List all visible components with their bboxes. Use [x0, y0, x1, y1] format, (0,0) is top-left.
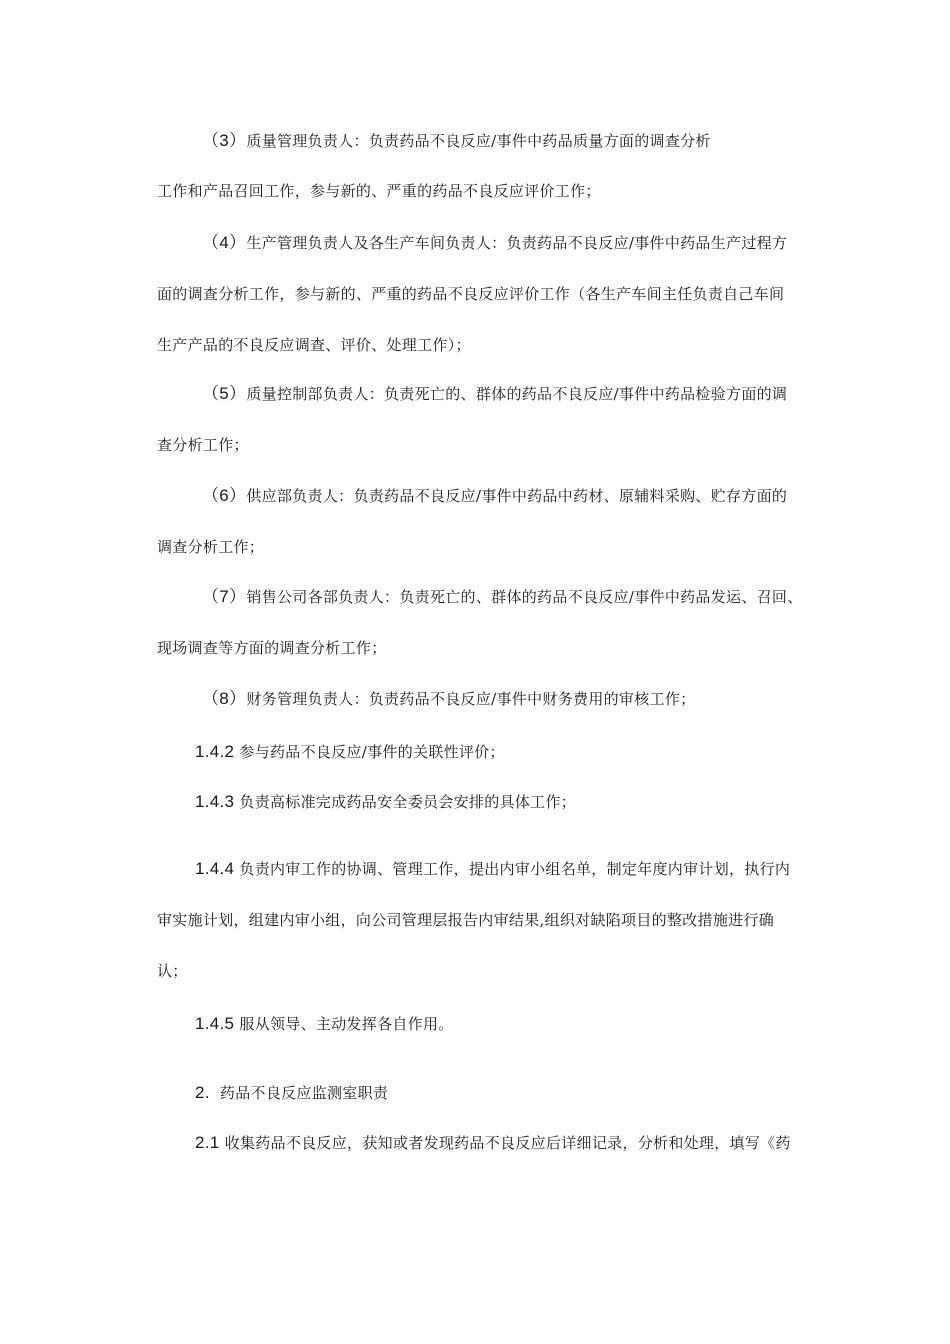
- item-number: （3）: [202, 131, 247, 150]
- section-number: 2.: [195, 1083, 210, 1102]
- paragraph-line: [195, 859, 790, 879]
- paragraph-line: [202, 233, 787, 253]
- heading-text: 药品不良反应监测室职责: [219, 1084, 389, 1102]
- section-number: 1.4.3: [195, 792, 235, 811]
- line-text: 销售公司各部负责人：负责死亡的、群体的药品不良反应/事件中药品发运、召回、: [246, 588, 803, 606]
- section-number: 2.1: [195, 1133, 220, 1152]
- line-text: 质量控制部负责人：负责死亡的、群体的药品不良反应/事件中药品检验方面的调: [246, 385, 788, 403]
- line-text: 负责内审工作的协调、管理工作，提出内审小组名单，制定年度内审计划，执行内: [239, 860, 791, 878]
- paragraph-line: [157, 181, 601, 201]
- paragraph-line: [157, 435, 249, 455]
- line-text: 查分析工作；: [157, 436, 249, 454]
- item-number: （7）: [202, 587, 247, 606]
- line-text: 现场调查等方面的调查分析工作；: [157, 639, 387, 657]
- paragraph-line: [202, 131, 711, 151]
- line-text: 生产产品的不良反应调查、评价、处理工作）；: [157, 336, 471, 354]
- section-number: 1.4.5: [195, 1014, 235, 1033]
- line-text: 调查分析工作；: [157, 538, 265, 556]
- item-number: （5）: [202, 384, 247, 403]
- section-number: 1.4.4: [195, 859, 235, 878]
- line-text: 收集药品不良反应，获知或者发现药品不良反应后详细记录，分析和处理，填写《药: [224, 1134, 791, 1152]
- line-text: 供应部负责人：负责药品不良反应/事件中药品中药材、原辅料采购、贮存方面的: [246, 487, 788, 505]
- line-text: 认；: [157, 962, 188, 980]
- paragraph-line: [202, 587, 803, 607]
- paragraph-line: [202, 486, 787, 506]
- line-text: 负责高标准完成药品安全委员会安排的具体工作；: [239, 793, 576, 811]
- paragraph-line: [157, 638, 387, 658]
- paragraph-line: [195, 1133, 791, 1153]
- line-text: 服从领导、主动发挥各自作用。: [239, 1015, 454, 1033]
- paragraph-line: [157, 284, 784, 304]
- line-text: 参与药品不良反应/事件的关联性评价；: [239, 743, 505, 761]
- paragraph-line: [195, 792, 576, 812]
- section-heading: [195, 1083, 388, 1103]
- paragraph-line: [195, 742, 505, 762]
- section-number: 1.4.2: [195, 742, 235, 761]
- paragraph-line: [157, 335, 471, 355]
- paragraph-line: [157, 537, 264, 557]
- item-number: （6）: [202, 486, 247, 505]
- item-number: （8）: [202, 689, 247, 708]
- line-text: 审实施计划，组建内审小组，向公司管理层报告内审结果,组织对缺陷项目的整改措施进行确: [157, 911, 775, 929]
- line-text: 工作和产品召回工作，参与新的、严重的药品不良反应评价工作；: [157, 182, 601, 200]
- paragraph-line: [195, 1014, 454, 1034]
- line-text: 财务管理负责人：负责药品不良反应/事件中财务费用的审核工作；: [246, 690, 696, 708]
- item-number: （4）: [202, 233, 247, 252]
- line-text: 质量管理负责人：负责药品不良反应/事件中药品质量方面的调查分析: [246, 132, 711, 150]
- paragraph-line: [202, 384, 787, 404]
- paragraph-line: [157, 910, 774, 930]
- line-text: 面的调查分析工作，参与新的、严重的药品不良反应评价工作（各生产车间主任负责自己车间: [157, 285, 785, 303]
- paragraph-line: [202, 689, 695, 709]
- line-text: 生产管理负责人及各生产车间负责人：负责药品不良反应/事件中药品生产过程方: [246, 234, 788, 252]
- paragraph-line: [157, 961, 188, 981]
